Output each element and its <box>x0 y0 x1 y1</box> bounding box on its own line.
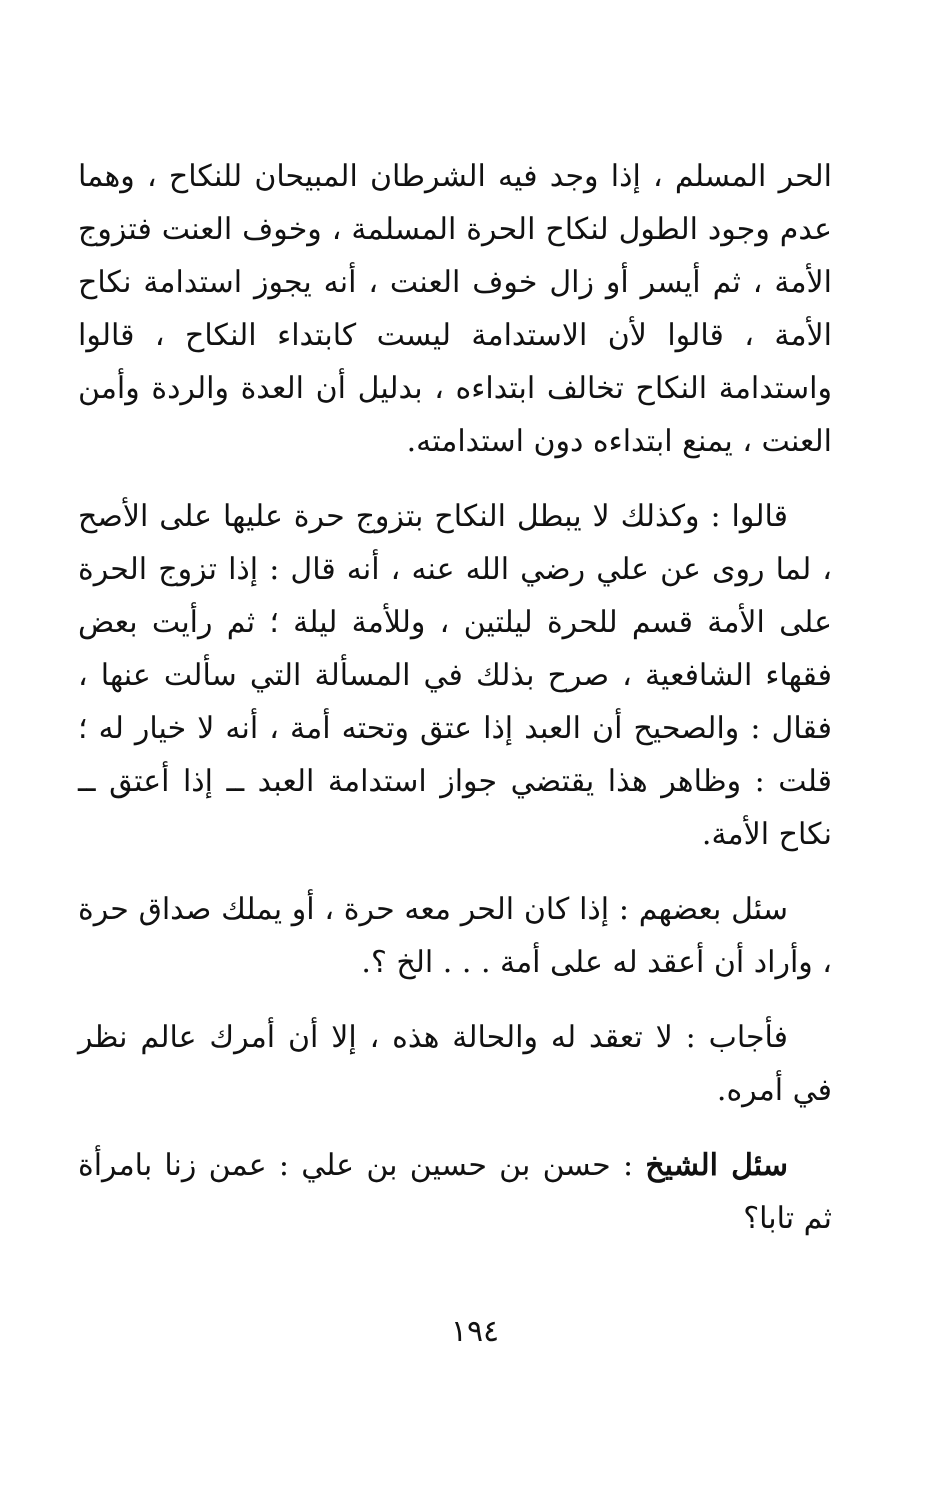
paragraph-3: سئل بعضهم : إذا كان الحر معه حرة ، أو يملك صداق حرة ، وأراد أن أعقد له على أمة . . . الخ ؟. <box>78 892 832 980</box>
paragraph-5-heading: سئل الشيخ <box>645 1148 788 1183</box>
paragraph-2: قالوا : وكذلك لا يبطل النكاح بتزوج حرة عليها على الأصح ، لما روى عن علي رضي الله عنه ، أنه قال : إذا تزوج الحرة على الأمة قسم للحرة ليلتين ، وللأمة ليلة ؛ ثم رأيت بعض فقهاء الشافعية ، صرح بذلك في المسألة التي سألت عنها ، فقال : والصحيح أن العبد إذا عتق وتحته أمة ، أنه لا خيار له ؛ قلت : وظاهر هذا يقتضي جواز استدامة العبد ــ إذا أعتق ــ نكاح الأمة. <box>78 499 832 852</box>
paragraph-4: فأجاب : لا تعقد له والحالة هذه ، إلا أن أمرك عالم نظر في أمره. <box>78 1020 832 1108</box>
page-number: ١٩٤ <box>450 1314 500 1349</box>
paragraph-5 <box>78 1139 832 1245</box>
paragraph-1: الحر المسلم ، إذا وجد فيه الشرطان المبيحان للنكاح ، وهما عدم وجود الطول لنكاح الحرة المسلمة ، وخوف العنت فتزوج الأمة ، ثم أيسر أو زال خوف العنت ، أنه يجوز استدامة نكاح الأمة ، قالوا لأن الاستدامة ليست كابتداء النكاح ، قالوا واستدامة النكاح تخالف ابتداءه ، بدليل أن العدة والردة وأمن العنت ، يمنع ابتداءه دون استدامته. <box>78 159 832 459</box>
paragraph-5-text: : حسن بن حسين بن علي : عمن زنا بامرأة ثم تابا؟ <box>78 1148 832 1236</box>
document-page <box>78 150 832 1245</box>
